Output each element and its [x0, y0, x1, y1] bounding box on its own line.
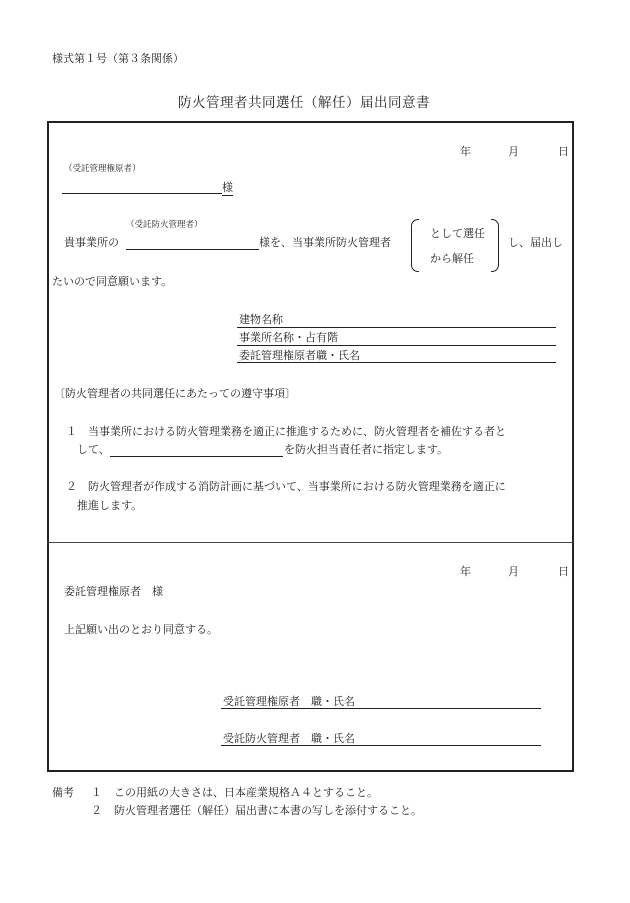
item2-number: ２ — [66, 480, 77, 493]
business-name-line[interactable] — [237, 345, 556, 346]
section-divider — [47, 542, 574, 543]
sign-trust-manager-label: 受託防火管理者 職・氏名 — [223, 732, 355, 745]
addressee-bottom: 委託管理権原者 様 — [64, 585, 163, 598]
item1-number: １ — [66, 425, 77, 438]
notes-label: 備考 — [52, 786, 74, 799]
note2-text: 防火管理者選任（解任）届出書に本書の写しを添付すること。 — [114, 804, 422, 817]
building-name-label: 建物名称 — [239, 313, 283, 326]
left-bracket — [411, 219, 419, 272]
note1-number: １ — [91, 786, 102, 799]
sign-trust-manager-line[interactable] — [221, 745, 541, 746]
business-name-label: 事業所名称・占有階 — [239, 331, 338, 344]
section-heading: 〔防火管理者の共同選任にあたっての遵守事項〕 — [54, 387, 296, 400]
sign-trust-owner-line[interactable] — [221, 708, 541, 709]
date-month-label: 月 — [508, 145, 519, 158]
item1-line2-prefix: して、 — [77, 443, 110, 456]
recipient-honorific: 様 — [222, 181, 233, 196]
item1-line2-suffix: を防火担当責任者に指定します。 — [284, 443, 449, 456]
date-month-label-bottom: 月 — [508, 565, 519, 578]
body-line1-prefix: 貴事業所の — [64, 236, 119, 249]
date-day-label: 日 — [558, 145, 569, 158]
body-line1-mid: 様を、当事業所防火管理者 — [259, 236, 391, 249]
trustee-name-line[interactable] — [126, 249, 259, 250]
consent-text: 上記願い出のとおり同意する。 — [64, 623, 218, 636]
sign-trust-owner-label: 受託管理権原者 職・氏名 — [223, 695, 355, 708]
date-day-label-bottom: 日 — [558, 565, 569, 578]
body-line1-suffix: し、届出し — [508, 236, 563, 249]
date-year-label-bottom: 年 — [460, 565, 471, 578]
item1-line1: 当事業所における防火管理業務を適正に推進するために、防火管理者を補佐する者と — [88, 425, 506, 438]
building-name-line[interactable] — [237, 327, 556, 328]
item2-line1: 防火管理者が作成する消防計画に基づいて、当事業所における防火管理業務を適正に — [88, 480, 506, 493]
recipient-name-line[interactable] — [62, 193, 222, 194]
right-bracket — [491, 219, 499, 272]
entrusting-owner-label: 委託管理権原者職・氏名 — [239, 349, 360, 362]
option-appoint[interactable]: として選任 — [430, 227, 485, 240]
option-dismiss[interactable]: から解任 — [430, 252, 474, 265]
note1-text: この用紙の大きさは、日本産業規格Ａ４とすること。 — [114, 786, 378, 799]
note2-number: ２ — [91, 804, 102, 817]
body-line2: たいので同意願います。 — [52, 275, 173, 288]
recipient-label: （受託管理権原者） — [64, 164, 141, 174]
date-year-label: 年 — [460, 145, 471, 158]
form-number: 様式第１号（第３条関係） — [52, 52, 184, 65]
item2-line2: 推進します。 — [77, 499, 143, 512]
fire-officer-name-line[interactable] — [110, 456, 283, 457]
entrusting-owner-line[interactable] — [237, 362, 556, 363]
trustee-label: （受託防火管理者） — [126, 220, 203, 230]
page-title: 防火管理者共同選任（解任）届出同意書 — [178, 95, 430, 111]
